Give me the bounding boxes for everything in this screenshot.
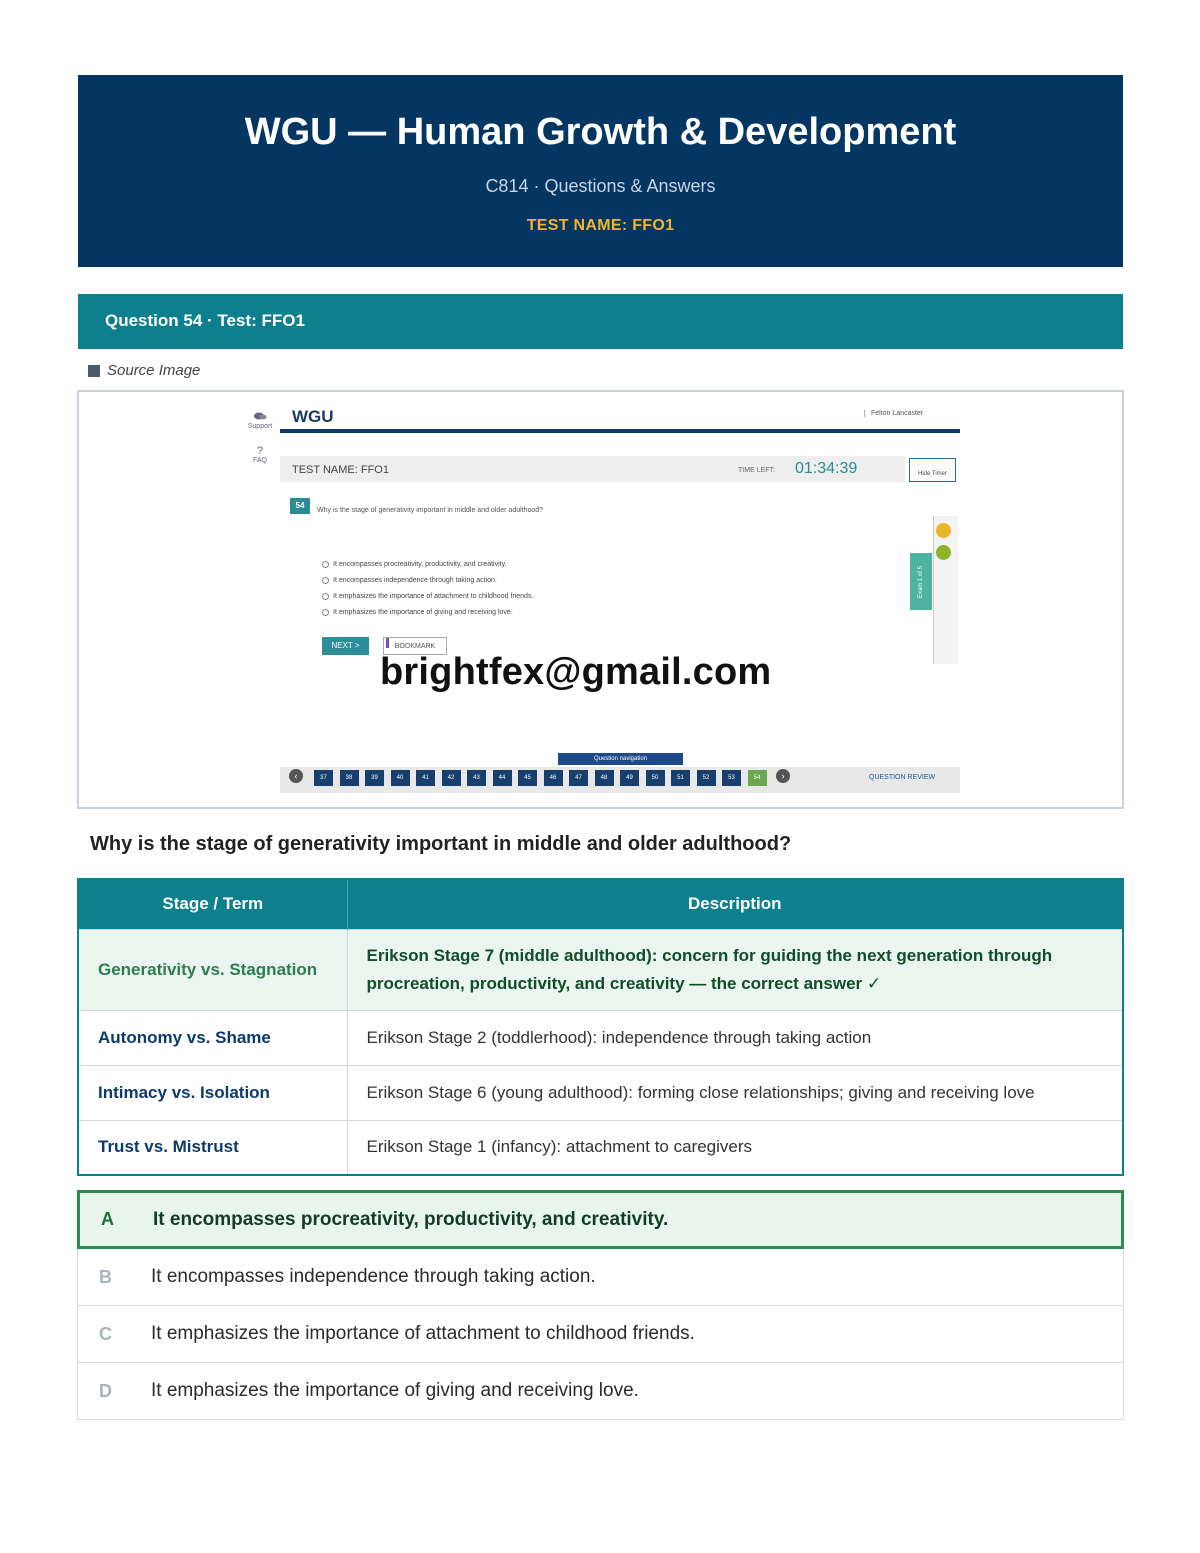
answer-option-a[interactable] [77, 1190, 1124, 1249]
left-rail [242, 401, 276, 798]
option-radio[interactable] [322, 588, 533, 604]
answer-letter: C [99, 1323, 112, 1344]
question-nav-button[interactable]: 41 [416, 770, 435, 786]
screenshot-test-name: TEST NAME: FFO1 [292, 464, 389, 476]
option-label: It emphasizes the importance of giving and receiving love. [333, 608, 513, 616]
question-nav-button[interactable]: 52 [697, 770, 716, 786]
exam-screenshot [242, 401, 960, 798]
term-cell: Autonomy vs. Shame [78, 1010, 347, 1065]
source-label-text: Source Image [107, 362, 201, 379]
wgu-logo: WGU [292, 407, 334, 426]
source-image-frame [77, 390, 1124, 809]
time-left-label: TIME LEFT: [738, 467, 775, 474]
question-nav-button[interactable]: 40 [391, 770, 410, 786]
prev-arrow-icon[interactable]: ‹ [289, 769, 303, 783]
screenshot-options [322, 556, 533, 620]
answer-option-c[interactable] [77, 1306, 1124, 1363]
answer-option-b[interactable] [77, 1249, 1124, 1306]
term-cell: Trust vs. Mistrust [78, 1120, 347, 1175]
option-radio[interactable] [322, 572, 533, 588]
question-nav-button[interactable]: 37 [314, 770, 333, 786]
radio-icon [322, 561, 329, 568]
radio-icon [322, 593, 329, 600]
header-rule [280, 429, 960, 433]
faq-link[interactable] [245, 445, 275, 464]
calculator-icon[interactable] [936, 545, 951, 560]
answer-text: It encompasses procreativity, productivity, and creativity. [153, 1208, 669, 1230]
question-nav-button[interactable]: 39 [365, 770, 384, 786]
answer-letter: B [99, 1266, 112, 1287]
bookmark-button[interactable]: BOOKMARK [383, 637, 447, 655]
watermark-email: brightfex@gmail.com [380, 651, 772, 693]
question-nav-button[interactable]: 42 [442, 770, 461, 786]
faq-label: FAQ [252, 457, 267, 464]
question-nav-button[interactable]: 46 [544, 770, 563, 786]
column-header: Description [347, 879, 1123, 929]
page-header [78, 75, 1123, 267]
answer-text: It emphasizes the importance of attachment to childhood friends. [151, 1323, 695, 1344]
question-nav-button[interactable]: 38 [340, 770, 359, 786]
next-button[interactable]: NEXT > [322, 637, 369, 655]
option-label: It emphasizes the importance of attachment to childhood friends. [333, 592, 534, 600]
question-nav-button[interactable]: 53 [722, 770, 741, 786]
support-label: Support [247, 423, 273, 430]
time-left-value: 01:34:39 [795, 460, 858, 477]
question-nav-button[interactable]: 54 [748, 770, 767, 786]
option-radio[interactable] [322, 556, 533, 572]
terms-table [77, 878, 1124, 1176]
radio-icon [322, 577, 329, 584]
radio-icon [322, 609, 329, 616]
term-cell: Generativity vs. Stagnation [78, 929, 347, 1010]
question-icon: ? [256, 445, 264, 457]
description-cell: Erikson Stage 6 (young adulthood): forming close relationships; giving and receiving love [347, 1065, 1123, 1120]
answer-letter: A [101, 1209, 114, 1229]
pause-icon[interactable] [936, 523, 951, 538]
square-icon [88, 365, 100, 377]
user-name[interactable]: Felton Lancaster [864, 410, 923, 417]
question-nav-button[interactable]: 50 [646, 770, 665, 786]
test-name: TEST NAME: FFO1 [526, 217, 675, 234]
question-nav-button[interactable]: 47 [569, 770, 588, 786]
question-bar: Question 54 · Test: FFO1 [78, 294, 1123, 349]
answer-letter: D [99, 1380, 112, 1401]
answer-text: It encompasses independence through taking action. [151, 1266, 596, 1287]
option-radio[interactable] [322, 604, 533, 620]
question-nav-button[interactable]: 48 [595, 770, 614, 786]
question-review-link[interactable]: QUESTION REVIEW [869, 774, 936, 781]
question-navigation-button[interactable]: Question navigation [558, 753, 683, 765]
question-nav-button[interactable]: 51 [671, 770, 690, 786]
term-cell: Intimacy vs. Isolation [78, 1065, 347, 1120]
support-link[interactable] [245, 411, 275, 430]
answer-option-d[interactable] [77, 1363, 1124, 1420]
hide-timer-button[interactable]: Hide Timer [909, 458, 956, 482]
exam-side-tab[interactable]: Exam 1 of 5 [910, 553, 932, 610]
table-row [78, 1065, 1123, 1120]
table-row [78, 929, 1123, 1010]
page-subtitle: C814 · Questions & Answers [485, 176, 716, 196]
table-row [78, 1120, 1123, 1175]
question-text: Why is the stage of generativity important in middle and older adulthood? [90, 833, 792, 855]
answer-text: It emphasizes the importance of giving and receiving love. [151, 1380, 639, 1401]
question-nav-button[interactable]: 43 [467, 770, 486, 786]
side-panel [933, 516, 958, 664]
source-image-label [88, 362, 200, 379]
chat-icon [253, 411, 267, 421]
table-row [78, 1010, 1123, 1065]
question-nav-button[interactable]: 44 [493, 770, 512, 786]
page-title: WGU — Human Growth & Development [244, 111, 957, 153]
description-cell: Erikson Stage 1 (infancy): attachment to caregivers [347, 1120, 1123, 1175]
question-number-list [314, 770, 773, 786]
answer-list [77, 1190, 1124, 1420]
option-label: It encompasses procreativity, productivity, and creativity. [333, 560, 507, 568]
screenshot-question-text: Why is the stage of generativity important in middle and older adulthood? [317, 507, 544, 514]
column-header: Stage / Term [78, 879, 347, 929]
description-cell: Erikson Stage 2 (toddlerhood): independence through taking action [347, 1010, 1123, 1065]
description-cell: Erikson Stage 7 (middle adulthood): concern for guiding the next generation through procreation, productivity, and creativity — the correct answer ✓ [347, 929, 1123, 1010]
question-nav-button[interactable]: 49 [620, 770, 639, 786]
question-nav-button[interactable]: 45 [518, 770, 537, 786]
question-number-badge: 54 [290, 498, 310, 514]
next-arrow-icon[interactable]: › [776, 769, 790, 783]
option-label: It encompasses independence through taking action. [333, 576, 497, 584]
